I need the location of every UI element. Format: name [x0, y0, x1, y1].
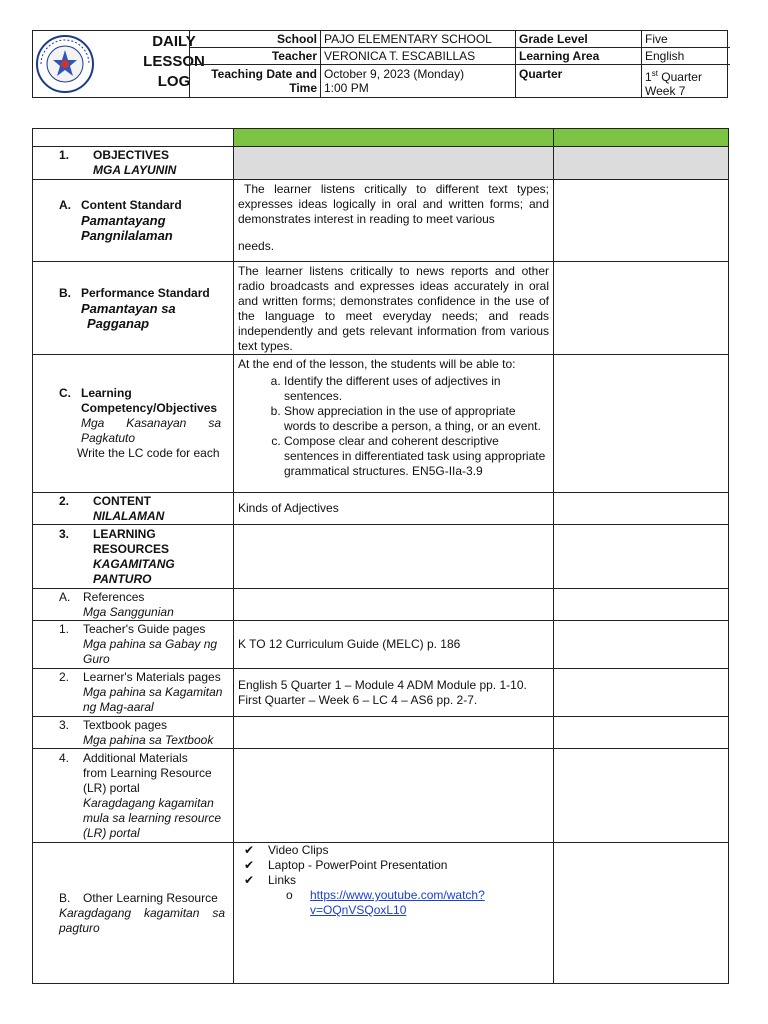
quarter-word: Quarter	[657, 70, 702, 84]
performance-standard-text: The learner listens critically to news reports and other radio broadcasts and expresses ideas accurately in oral and written forms; demonstrates confidence in the use of the language to meet everyday needs; and reads independently and gets relevant information from various text types.	[234, 262, 554, 355]
performance-standard-label	[33, 262, 234, 355]
list-item	[244, 843, 549, 858]
teaching-date-value	[321, 65, 516, 97]
competency-remarks	[554, 355, 729, 493]
textbook-remarks	[554, 717, 729, 749]
row-content-standard	[33, 180, 729, 262]
list-item-label: Links	[268, 873, 297, 887]
header-row-school	[190, 31, 730, 48]
row-title: Learner's Materials pages	[83, 670, 221, 684]
title-line: LOG	[157, 73, 191, 90]
row-title: Other Learning Resource	[83, 890, 218, 905]
content-standard-label	[33, 180, 234, 262]
row-number: 1.	[59, 622, 70, 636]
link-item	[238, 888, 549, 918]
lc-code-note: Write the LC code for each	[77, 446, 220, 460]
row-subtitle: NILALAMAN	[93, 508, 165, 523]
row-number: 2.	[59, 670, 70, 684]
row-letter: C.	[59, 386, 71, 400]
check-icon: ✔	[244, 858, 255, 872]
row-subtitle: Karagdagang kagamitan mula sa learning resource (LR) portal	[83, 795, 222, 840]
quarter-number: 1	[645, 70, 652, 84]
references-title	[59, 590, 229, 605]
check-icon: ✔	[244, 873, 255, 887]
list-item	[244, 858, 549, 873]
row-subtitle: Mga pahina sa Textbook	[83, 732, 214, 747]
textbook-title	[59, 718, 229, 733]
header-row-date	[190, 65, 730, 97]
row-subtitle: Pagganap	[87, 315, 150, 331]
check-icon: ✔	[244, 843, 255, 857]
list-item-label: Laptop - PowerPoint Presentation	[268, 858, 448, 872]
row-subtitle: Mga pahina sa Kagamitan ng Mag-aaral	[83, 685, 223, 714]
content-standard-text	[234, 180, 554, 262]
competency-item: c. Compose clear and coherent descriptive sentences in differentiated task using appropriate grammatical structures. EN5G-IIa-3.9	[284, 434, 549, 479]
other-resources-list	[238, 843, 549, 888]
header-cell-green	[234, 129, 554, 147]
row-letter: B.	[59, 890, 71, 905]
competency-intro: At the end of the lesson, the students will be able to:	[238, 357, 516, 371]
teacher-label: Teacher	[190, 48, 321, 64]
link-line: v=OQnVSQoxL10	[310, 903, 407, 917]
content-label	[33, 493, 234, 525]
row-letter: A.	[59, 198, 71, 212]
row-additional-materials	[33, 749, 729, 843]
content-standard-paragraph: The learner listens critically to different text types; expresses ideas logically in oral and written forms; and demonstrates interest in reading to meet various	[238, 182, 549, 226]
link-line: https://www.youtube.com/watch?	[310, 888, 485, 902]
competency-title	[59, 386, 229, 401]
row-title: Additional Materials from Learning Resource (LR) portal	[83, 750, 212, 795]
teachers-guide-remarks	[554, 621, 729, 669]
competency-item: b. Show appreciation in the use of appropriate words to describe a person, a thing, or an event.	[284, 404, 549, 434]
competency-label	[33, 355, 234, 493]
quarter-text	[645, 67, 727, 84]
competency-item: a. Identify the different uses of adjectives in sentences.	[284, 374, 549, 404]
row-textbook	[33, 717, 729, 749]
row-number: 4.	[59, 750, 70, 765]
row-subtitle: KAGAMITANG	[93, 556, 175, 571]
content-remarks	[554, 493, 729, 525]
objectives-title	[59, 148, 229, 163]
row-learners-materials	[33, 669, 729, 717]
row-teachers-guide	[33, 621, 729, 669]
row-objectives	[33, 147, 729, 180]
additional-materials-remarks	[554, 749, 729, 843]
teaching-date-label-line: Time	[289, 81, 317, 95]
teachers-guide-label	[33, 621, 234, 669]
objectives-cell	[234, 147, 554, 180]
learners-materials-title	[59, 670, 229, 685]
additional-materials-cell	[234, 749, 554, 843]
lesson-table	[32, 128, 729, 984]
row-subtitle: Karagdagang kagamitan sa pagturo	[59, 905, 225, 935]
circle-bullet-icon: o	[286, 888, 293, 902]
row-subtitle: Pamantayan sa	[81, 300, 176, 316]
row-title: Learning	[81, 386, 132, 400]
competency-text	[234, 355, 554, 493]
content-standard-remarks	[554, 180, 729, 262]
row-number: 2.	[59, 493, 70, 508]
row-title: CONTENT	[93, 493, 151, 508]
other-resources-title	[59, 891, 229, 906]
row-title: Performance Standard	[81, 285, 210, 300]
row-number: 1.	[59, 148, 70, 162]
row-subtitle: Mga pahina sa Gabay ng Guro	[83, 637, 218, 666]
references-remarks	[554, 589, 729, 621]
header-info-grid	[189, 31, 730, 97]
teaching-date-label-line: Teaching Date and	[211, 67, 317, 81]
performance-standard-remarks	[554, 262, 729, 355]
learners-materials-remarks	[554, 669, 729, 717]
row-letter: A.	[59, 589, 71, 604]
additional-materials-title	[59, 751, 229, 796]
row-subtitle: Mga Kasanayan sa Pagkatuto	[81, 416, 221, 445]
objectives-remarks	[554, 147, 729, 180]
youtube-link[interactable]	[310, 888, 549, 918]
date-value: October 9, 2023 (Monday)	[324, 67, 465, 81]
row-subtitle: Pamantayang	[81, 213, 166, 228]
learners-materials-line: First Quarter – Week 6 – LC 4 – AS6 pp. 2-7.	[238, 692, 478, 707]
learning-area-value: English	[645, 49, 685, 63]
row-letter: B.	[59, 285, 71, 300]
learners-materials-label	[33, 669, 234, 717]
row-learning-resources	[33, 525, 729, 589]
learning-area-label: Learning Area	[516, 48, 642, 64]
content-standard-paragraph: needs.	[238, 239, 275, 253]
quarter-suffix: st	[651, 69, 658, 78]
learning-resources-remarks	[554, 525, 729, 589]
learning-resources-cell	[234, 525, 554, 589]
title-line: DAILY	[152, 33, 196, 50]
grade-level-value: Five	[645, 32, 668, 46]
learning-resources-title	[59, 527, 229, 542]
learners-materials-line: English 5 Quarter 1 – Module 4 ADM Module pp. 1-10.	[238, 677, 527, 692]
time-value: 1:00 PM	[324, 81, 369, 95]
other-resources-label	[33, 843, 234, 984]
content-title	[59, 494, 229, 509]
school-label: School	[190, 31, 321, 47]
row-title: OBJECTIVES	[93, 148, 170, 162]
grade-level-label: Grade Level	[516, 31, 642, 47]
row-subtitle: Pangnilalaman	[81, 228, 173, 243]
references-label	[33, 589, 234, 621]
row-competency	[33, 355, 729, 493]
objectives-label	[33, 147, 234, 180]
week-value: Week 7	[645, 84, 686, 98]
row-subtitle: PANTURO	[93, 571, 152, 586]
row-title: Content Standard	[81, 198, 182, 212]
row-other-resources	[33, 843, 729, 984]
row-title: References	[83, 589, 145, 604]
row-title: Competency/Objectives	[81, 401, 218, 415]
row-title: RESOURCES	[93, 541, 170, 556]
lesson-log-header	[32, 30, 728, 98]
header-row-teacher	[190, 48, 730, 65]
school-value: PAJO ELEMENTARY SCHOOL	[321, 31, 516, 47]
row-title: LEARNING	[93, 526, 156, 541]
quarter-label: Quarter	[516, 65, 642, 97]
row-subtitle: MGA LAYUNIN	[93, 163, 177, 177]
teacher-value: VERONICA T. ESCABILLAS	[321, 48, 516, 64]
row-title: Teacher's Guide pages	[83, 622, 206, 636]
header-cell-blank	[33, 129, 234, 147]
row-number: 3.	[59, 717, 70, 732]
additional-materials-label	[33, 749, 234, 843]
row-references	[33, 589, 729, 621]
table-header-row	[33, 129, 729, 147]
references-cell	[234, 589, 554, 621]
row-title: Textbook pages	[83, 717, 168, 732]
list-item	[244, 873, 549, 888]
quarter-value	[642, 65, 730, 97]
content-standard-title	[59, 198, 229, 213]
row-number: 3.	[59, 526, 70, 541]
learning-resources-label	[33, 525, 234, 589]
header-cell-green	[554, 129, 729, 147]
learners-materials-value	[234, 669, 554, 717]
row-performance-standard	[33, 262, 729, 355]
row-content	[33, 493, 729, 525]
teaching-date-label	[190, 65, 321, 97]
title-line: LESSON	[143, 53, 205, 70]
teachers-guide-title	[59, 622, 229, 637]
list-item-label: Video Clips	[268, 843, 329, 857]
row-subtitle: Mga Sanggunian	[83, 604, 174, 619]
textbook-label	[33, 717, 234, 749]
competency-list	[238, 374, 549, 479]
textbook-cell	[234, 717, 554, 749]
other-resources-cell	[234, 843, 554, 984]
other-resources-remarks	[554, 843, 729, 984]
teachers-guide-value: K TO 12 Curriculum Guide (MELC) p. 186	[234, 621, 554, 669]
performance-standard-title	[59, 286, 229, 301]
deped-seal-logo	[35, 34, 95, 94]
content-value: Kinds of Adjectives	[234, 493, 554, 525]
